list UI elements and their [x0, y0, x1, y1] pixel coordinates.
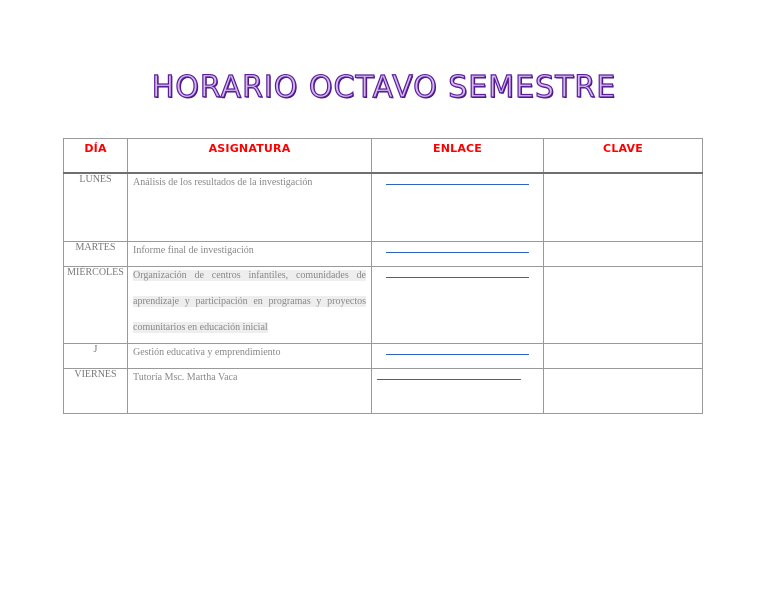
link-cell[interactable]: [372, 267, 544, 344]
day-cell: MARTES: [64, 242, 128, 267]
subject-text: Gestión educativa y emprendimiento: [133, 347, 281, 358]
key-cell: [544, 267, 703, 344]
key-cell: [544, 173, 703, 242]
header-dia: DÍA: [64, 139, 128, 174]
header-enlace: ENLACE: [372, 139, 544, 174]
day-cell: MIÉRCOLES: [64, 267, 128, 344]
link-cell[interactable]: [372, 344, 544, 369]
link-cell[interactable]: [372, 242, 544, 267]
link-cell[interactable]: [372, 369, 544, 414]
subject-cell: [128, 267, 372, 344]
day-cell: VIERNES: [64, 369, 128, 414]
link-cell[interactable]: [372, 173, 544, 242]
key-cell: [544, 242, 703, 267]
subject-text: [128, 260, 371, 341]
link-underline[interactable]: [386, 184, 529, 185]
header-clave: CLAVE: [544, 139, 703, 174]
subject-text-highlight: Organización de centros infantiles, comunidades de aprendizaje y participación en programas y proyectos comunitarios en educación inicial: [133, 270, 366, 333]
subject-cell: [128, 369, 372, 414]
key-cell: [544, 369, 703, 414]
page-title: HORARIO OCTAVO SEMESTRE: [151, 70, 617, 105]
subject-text: Tutoría Msc. Martha Vaca: [133, 372, 238, 383]
day-cell: J: [64, 344, 128, 369]
day-cell: LUNES: [64, 173, 128, 242]
header-asignatura: ASIGNATURA: [128, 139, 372, 174]
link-underline[interactable]: [386, 252, 529, 253]
link-underline[interactable]: [377, 379, 521, 380]
schedule-table: [63, 138, 703, 414]
link-underline[interactable]: [386, 277, 529, 278]
key-cell: [544, 344, 703, 369]
link-underline[interactable]: [386, 354, 529, 355]
subject-text: Análisis de los resultados de la investigación: [133, 177, 313, 188]
subject-text: Informe final de investigación: [133, 245, 254, 256]
table-row: [64, 369, 703, 414]
table-row: [64, 267, 703, 344]
table-row: [64, 173, 703, 242]
subject-cell: [128, 173, 372, 242]
